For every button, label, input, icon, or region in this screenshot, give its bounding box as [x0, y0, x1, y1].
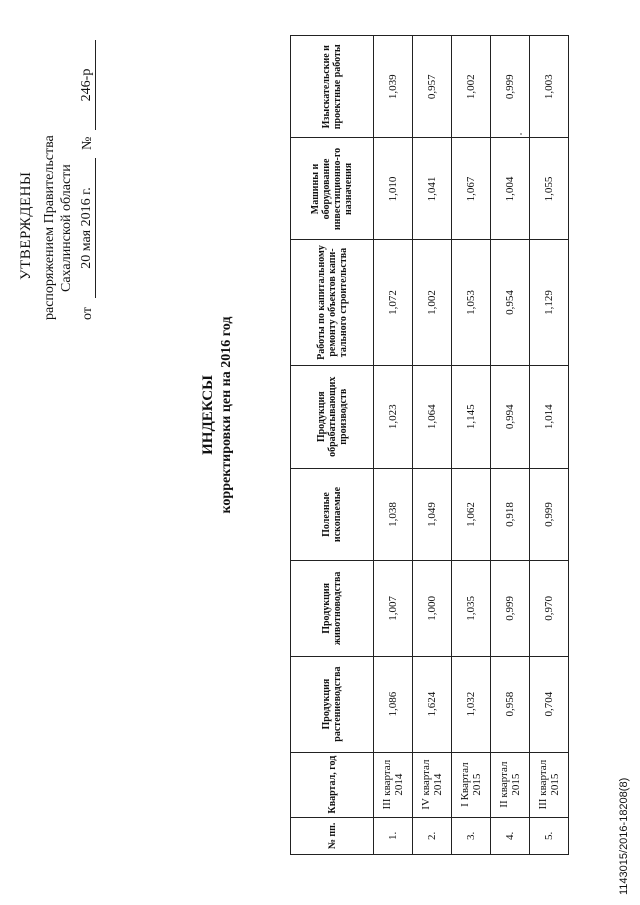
cell-value: 1,624	[413, 656, 452, 752]
cell-number: 5.	[530, 817, 569, 854]
cell-value: 1,002	[413, 240, 452, 365]
cell-value: 1,002	[452, 36, 491, 138]
scan-speck	[520, 133, 522, 135]
header-survey-design: Изыскательские и проектные работы	[291, 36, 374, 138]
cell-value: 1,004	[491, 138, 530, 240]
heading-title: ИНДЕКСЫ	[200, 375, 216, 455]
cell-value: 0,957	[413, 36, 452, 138]
cell-number: 1.	[374, 817, 413, 854]
table-row	[530, 36, 569, 855]
cell-value: 0,994	[491, 365, 530, 468]
header-quarter: Квартал, год	[291, 752, 374, 817]
cell-value: 1,039	[374, 36, 413, 138]
table-row	[413, 36, 452, 855]
cell-value: 0,954	[491, 240, 530, 365]
cell-value: 1,032	[452, 656, 491, 752]
cell-value: 1,023	[374, 365, 413, 468]
approval-date: 20 мая 2016 г.	[79, 158, 96, 298]
header-minerals: Полезные ископаемые	[291, 468, 374, 560]
cell-value: 1,010	[374, 138, 413, 240]
price-index-table	[290, 35, 569, 855]
header-machinery: Машины и оборудование инвестиционно-го назначения	[291, 138, 374, 240]
cell-value: 1,041	[413, 138, 452, 240]
cell-quarter: IV квартал 2014	[413, 752, 452, 817]
cell-value: 0,999	[491, 36, 530, 138]
cell-value: 1,067	[452, 138, 491, 240]
header-manufacturing: Продукция обрабатывающих производств	[291, 365, 374, 468]
cell-value: 1,038	[374, 468, 413, 560]
cell-value: 0,958	[491, 656, 530, 752]
table-row	[452, 36, 491, 855]
table-header-row	[291, 36, 374, 855]
cell-value: 1,145	[452, 365, 491, 468]
cell-quarter: III квартал 2014	[374, 752, 413, 817]
cell-value: 1,035	[452, 561, 491, 657]
table-row	[374, 36, 413, 855]
cell-value: 1,129	[530, 240, 569, 365]
cell-number: 3.	[452, 817, 491, 854]
table-row	[491, 36, 530, 855]
cell-value: 0,999	[530, 468, 569, 560]
cell-value: 0,918	[491, 468, 530, 560]
cell-quarter: I Квартал 2015	[452, 752, 491, 817]
heading-subtitle: корректировки цен на 2016 год	[219, 316, 234, 514]
document-code: 1143015/2016-18208(8)	[618, 777, 630, 895]
cell-value: 1,086	[374, 656, 413, 752]
cell-value: 1,055	[530, 138, 569, 240]
approval-title: УТВЕРЖДЕНЫ	[18, 171, 34, 280]
header-livestock: Продукция животноводства	[291, 561, 374, 657]
cell-value: 1,053	[452, 240, 491, 365]
cell-value: 0,999	[491, 561, 530, 657]
approval-line-2: Сахалинской области	[59, 164, 74, 292]
header-number: № пп.	[291, 817, 374, 854]
approval-date-row	[79, 20, 96, 320]
cell-value: 1,049	[413, 468, 452, 560]
cell-value: 1,062	[452, 468, 491, 560]
cell-value: 1,003	[530, 36, 569, 138]
cell-value: 1,014	[530, 365, 569, 468]
cell-value: 1,007	[374, 561, 413, 657]
document-heading	[200, 265, 235, 565]
number-prefix: №	[80, 136, 95, 150]
approval-number: 246-р	[79, 40, 96, 130]
approval-line-1: распоряжением Правительства	[42, 135, 57, 320]
header-crops: Продукция растениеводства	[291, 656, 374, 752]
cell-value: 1,064	[413, 365, 452, 468]
cell-value: 0,704	[530, 656, 569, 752]
cell-value: 1,000	[413, 561, 452, 657]
cell-number: 2.	[413, 817, 452, 854]
cell-number: 4.	[491, 817, 530, 854]
cell-quarter: II квартал 2015	[491, 752, 530, 817]
cell-value: 1,072	[374, 240, 413, 365]
cell-value: 0,970	[530, 561, 569, 657]
date-prefix: от	[80, 307, 95, 320]
header-capital-repair: Работы по капитальному ремонту объектов капи-тального строительства	[291, 240, 374, 365]
cell-quarter: III квартал 2015	[530, 752, 569, 817]
approval-block	[18, 20, 96, 320]
